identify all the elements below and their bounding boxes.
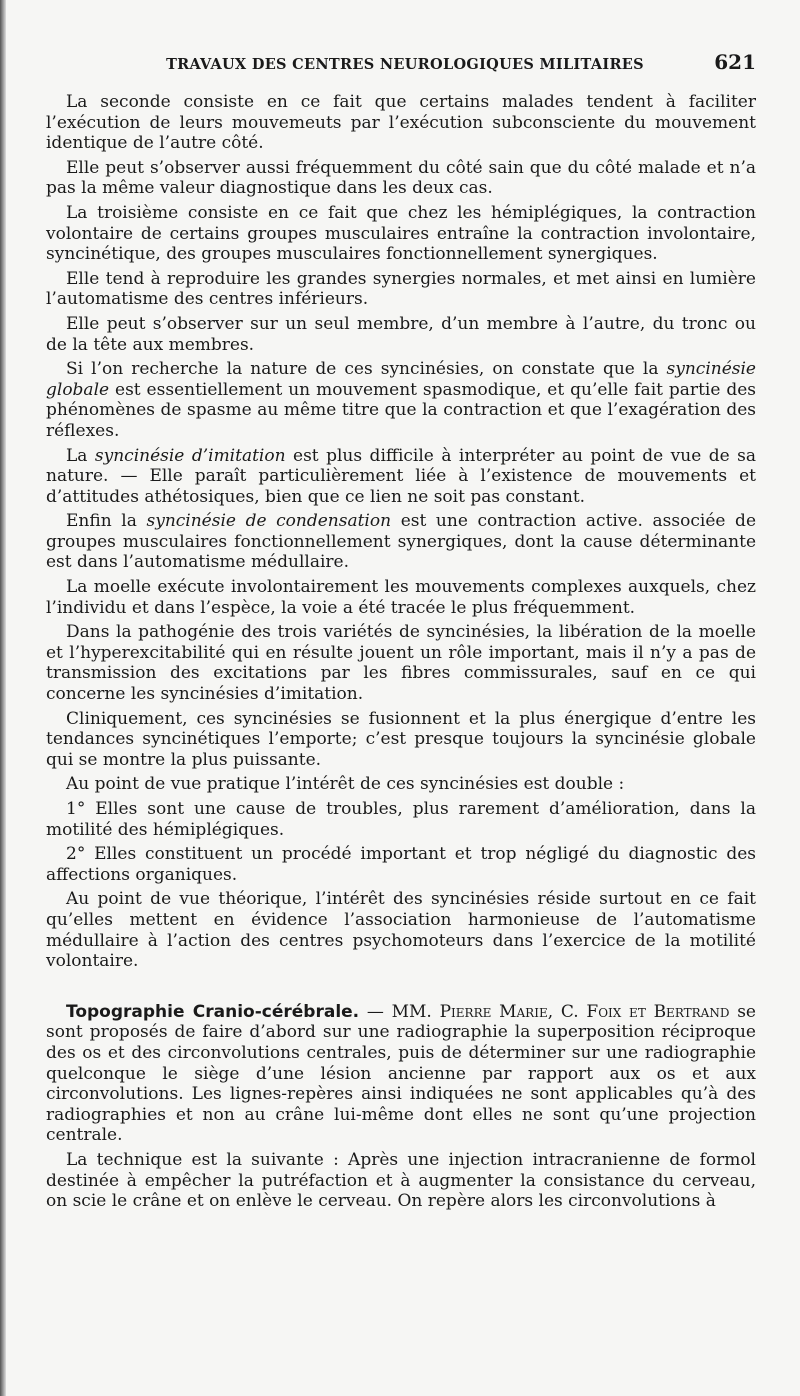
paragraph: Cliniquement, ces syncinésies se fusionnent et la plus énergique d’entre les tendances syncinétiques l’emporte; c’est presque toujours la syncinésie globale qui se montre la plus puissante. [46, 708, 756, 770]
paragraph: La troisième consiste en ce fait que chez les hémiplégiques, la contraction volontaire de certains groupes musculaires entraîne la contraction involontaire, syncinétique, des groupes musculaires fonctionnellement synergiques. [46, 202, 756, 265]
paragraph: Dans la pathogénie des trois variétés de syncinésies, la libération de la moelle et l’hyperexcitabilité qui en résulte jouent un rôle important, mais il n’y a pas de transmission des excitations par les fibres commissurales, sauf en ce qui concerne les syncinésies d’imitation. [46, 622, 756, 705]
page-body [46, 92, 756, 1216]
section-paragraph: Topographie Cranio-cérébrale. — MM. Pierre Marie, C. Foix et Bertrand se sont proposés de faire d’abord sur une radiographie la superposition réciproque des os et des circonvolutions centrales, puis de déterminer sur une radiographie quelconque le siège d’une lésion ancienne par rapport aux os et aux circonvolutions. Les lignes-repères ainsi indiquées ne sont applicables qu’à des radiographies et non au crâne lui-même dont elles ne sont qu’une projection centrale. [46, 1001, 756, 1146]
paragraph: 2° Elles constituent un procédé important et trop négligé du diagnostic des affections organiques. [46, 844, 756, 885]
italic-term: syncinésie globale [46, 359, 756, 400]
paragraph: Enfin la syncinésie de condensation est une contraction active. associée de groupes musculaires fonctionnellement synergiques, dont la cause déterminante est dans l’automatisme médullaire. [46, 511, 757, 573]
paragraph: Au point de vue théorique, l’intérêt des syncinésies réside surtout en ce fait qu’elles mettent en évidence l’association harmonieuse de l’automatisme médullaire à l’action des centres psychomoteurs dans l’exercice de la motilité volontaire. [46, 889, 756, 972]
running-title: TRAVAUX DES CENTRES NEUROLOGIQUES MILITAIRES [166, 56, 644, 73]
paragraph: La syncinésie d’imitation est plus difficile à interpréter au point de vue de sa nature. — Elle paraît particulièrement liée à l’existence de mouvements et d’attitudes athétosiques, bien que ce lien ne soit pas constant. [46, 445, 757, 507]
paragraph: La moelle exécute involontairement les mouvements complexes auxquels, chez l’individu et dans l’espèce, la voie a été tracée le plus fréquemment. [46, 577, 756, 618]
italic-term: syncinésie de condensation [146, 511, 392, 532]
paragraph: La seconde consiste en ce fait que certains malades tendent à faciliter l’exécution de leurs mouvemeuts par l’exécution subconsciente du mouvement identique de l’autre côté. [46, 92, 756, 154]
section-title: Topographie Cranio-cérébrale. [66, 1001, 360, 1022]
paragraph: La technique est la suivante : Après une injection intracranienne de formol destinée à empêcher la putréfaction et à augmenter la consistance du cerveau, on scie le crâne et on enlève le cerveau. On repère alors les circonvolutions à [46, 1149, 756, 1212]
paragraph: Si l’on recherche la nature de ces syncinésies, on constate que la syncinésie globale est essentiellement un mouvement spasmodique, et qu’elle fait partie des phénomènes de spasme au même titre que la contraction et que l’exagération des réflexes. [46, 359, 756, 441]
page-binding-edge [0, 0, 6, 1396]
section-authors: Pierre Marie, C. Foix et Bertrand [439, 1001, 730, 1022]
page-number: 621 [714, 50, 756, 74]
paragraph: Elle peut s’observer sur un seul membre, d’un membre à l’autre, du tronc ou de la tête aux membres. [46, 313, 756, 355]
running-header [40, 50, 770, 80]
paragraph: Au point de vue pratique l’intérêt de ces syncinésies est double : [66, 774, 625, 795]
paragraph: Elle tend à reproduire les grandes synergies normales, et met ainsi en lumière l’automatisme des centres inférieurs. [46, 268, 756, 310]
paragraph: Elle peut s’observer aussi fréquemment du côté sain que du côté malade et n’a pas la même valeur diagnostique dans les deux cas. [46, 157, 756, 199]
italic-term: syncinésie d’imitation [94, 445, 286, 466]
paragraph: 1° Elles sont une cause de troubles, plus rarement d’amélioration, dans la motilité des hémiplégiques. [46, 799, 756, 840]
